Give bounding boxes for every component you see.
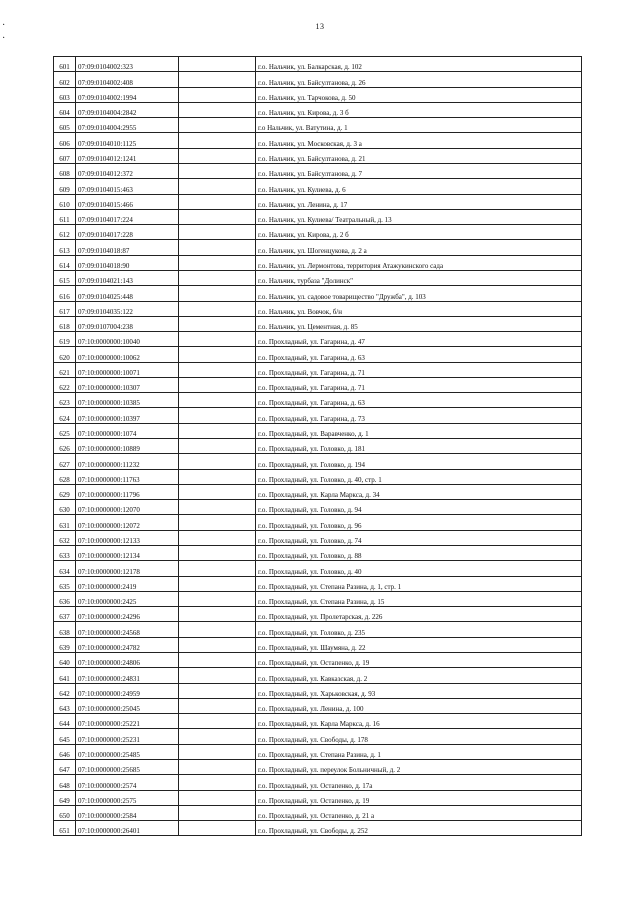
table-row bbox=[54, 546, 582, 561]
table-row bbox=[54, 729, 582, 744]
cadastral-number: 07:10:0000000:11763 bbox=[76, 469, 179, 484]
address: г.о. Нальчик, ул. Вовчок, б/н bbox=[256, 301, 582, 316]
address: г.о. Прохладный, ул. Свободы, д. 252 bbox=[256, 821, 582, 836]
address: г.о. Прохладный, ул. Пролетарская, д. 226 bbox=[256, 607, 582, 622]
cadastral-number: 07:09:0104012:1241 bbox=[76, 148, 179, 163]
table-row bbox=[54, 500, 582, 515]
cadastral-table bbox=[53, 56, 582, 836]
address: г.о. Нальчик, ул. Кирова, д. 2 б bbox=[256, 225, 582, 240]
table-row bbox=[54, 698, 582, 713]
row-number: 650 bbox=[54, 805, 76, 820]
row-number: 601 bbox=[54, 57, 76, 72]
table-row bbox=[54, 622, 582, 637]
table-row bbox=[54, 194, 582, 209]
address: г.о. Нальчик, ул. садовое товарищество "Дружба", д. 103 bbox=[256, 286, 582, 301]
address: г.о. Нальчик, ул. Лермонтова, территория Атажукинского сада bbox=[256, 255, 582, 270]
cadastral-number: 07:09:0104004:2842 bbox=[76, 102, 179, 117]
address: г.о. Прохладный, ул. Варавченко, д. 1 bbox=[256, 423, 582, 438]
cadastral-number: 07:09:0104018:90 bbox=[76, 255, 179, 270]
cadastral-number: 07:10:0000000:24831 bbox=[76, 668, 179, 683]
empty-cell bbox=[179, 759, 256, 774]
cadastral-number: 07:10:0000000:12178 bbox=[76, 561, 179, 576]
table-row bbox=[54, 362, 582, 377]
address: г.о. Прохладный, ул. Головко, д. 194 bbox=[256, 454, 582, 469]
row-number: 627 bbox=[54, 454, 76, 469]
table-row bbox=[54, 759, 582, 774]
empty-cell bbox=[179, 133, 256, 148]
cadastral-number: 07:10:0000000:10385 bbox=[76, 393, 179, 408]
table-row bbox=[54, 637, 582, 652]
address: г.о. Прохладный, ул. Гагарина, д. 71 bbox=[256, 362, 582, 377]
row-number: 640 bbox=[54, 652, 76, 667]
row-number: 648 bbox=[54, 775, 76, 790]
table-row bbox=[54, 87, 582, 102]
row-number: 614 bbox=[54, 255, 76, 270]
cadastral-number: 07:10:0000000:25485 bbox=[76, 744, 179, 759]
table-row bbox=[54, 209, 582, 224]
row-number: 604 bbox=[54, 102, 76, 117]
row-number: 635 bbox=[54, 576, 76, 591]
empty-cell bbox=[179, 225, 256, 240]
address: г.о. Прохладный, ул. Гагарина, д. 63 bbox=[256, 347, 582, 362]
row-number: 649 bbox=[54, 790, 76, 805]
cadastral-number: 07:10:0000000:2575 bbox=[76, 790, 179, 805]
address: г.о. Прохладный, ул. Остапенко, д. 21 а bbox=[256, 805, 582, 820]
address: г.о. Нальчик, ул. Цементная, д. 85 bbox=[256, 316, 582, 331]
address: г.о. Нальчик, ул. Кулиева/ Театральный, д. 13 bbox=[256, 209, 582, 224]
table-row bbox=[54, 163, 582, 178]
cadastral-number: 07:10:0000000:2574 bbox=[76, 775, 179, 790]
empty-cell bbox=[179, 148, 256, 163]
table-row bbox=[54, 408, 582, 423]
empty-cell bbox=[179, 301, 256, 316]
address: г.о. Прохладный, ул. Головко, д. 40 bbox=[256, 561, 582, 576]
empty-cell bbox=[179, 240, 256, 255]
address: г.о. Прохладный, ул. Степана Разина, д. 15 bbox=[256, 591, 582, 606]
cadastral-number: 07:10:0000000:11232 bbox=[76, 454, 179, 469]
address: г.о. Нальчик, ул. Кулиева, д. 6 bbox=[256, 179, 582, 194]
row-number: 630 bbox=[54, 500, 76, 515]
row-number: 608 bbox=[54, 163, 76, 178]
table-row bbox=[54, 102, 582, 117]
empty-cell bbox=[179, 393, 256, 408]
margin-mark-bottom: · bbox=[2, 33, 6, 44]
empty-cell bbox=[179, 530, 256, 545]
empty-cell bbox=[179, 729, 256, 744]
cadastral-number: 07:09:0104035:122 bbox=[76, 301, 179, 316]
cadastral-number: 07:09:0104018:87 bbox=[76, 240, 179, 255]
empty-cell bbox=[179, 607, 256, 622]
table-row bbox=[54, 270, 582, 285]
row-number: 603 bbox=[54, 87, 76, 102]
cadastral-number: 07:10:0000000:26401 bbox=[76, 821, 179, 836]
empty-cell bbox=[179, 423, 256, 438]
empty-cell bbox=[179, 821, 256, 836]
empty-cell bbox=[179, 332, 256, 347]
address: г.о. Прохладный, ул. Остапенко, д. 19 bbox=[256, 652, 582, 667]
row-number: 623 bbox=[54, 393, 76, 408]
cadastral-number: 07:10:0000000:11796 bbox=[76, 484, 179, 499]
cadastral-number: 07:09:0104025:448 bbox=[76, 286, 179, 301]
address: г.о. Нальчик, ул. Шогенцукова, д. 2 а bbox=[256, 240, 582, 255]
table-row bbox=[54, 148, 582, 163]
row-number: 637 bbox=[54, 607, 76, 622]
table-row bbox=[54, 286, 582, 301]
table-row bbox=[54, 790, 582, 805]
row-number: 602 bbox=[54, 72, 76, 87]
cadastral-number: 07:10:0000000:25231 bbox=[76, 729, 179, 744]
address: г.о. Прохладный, ул. Степана Разина, д. 1 bbox=[256, 744, 582, 759]
cadastral-number: 07:10:0000000:2419 bbox=[76, 576, 179, 591]
address: г.о. Прохладный, ул. Ленина, д. 100 bbox=[256, 698, 582, 713]
page-number: 13 bbox=[315, 22, 325, 31]
address: г.о. Прохладный, ул. Головко, д. 88 bbox=[256, 546, 582, 561]
address: г.о. Прохладный, ул. Кавказская, д. 2 bbox=[256, 668, 582, 683]
cadastral-number: 07:09:0104015:463 bbox=[76, 179, 179, 194]
table-row bbox=[54, 72, 582, 87]
empty-cell bbox=[179, 347, 256, 362]
row-number: 643 bbox=[54, 698, 76, 713]
row-number: 636 bbox=[54, 591, 76, 606]
cadastral-number: 07:10:0000000:10062 bbox=[76, 347, 179, 362]
cadastral-number: 07:10:0000000:25221 bbox=[76, 714, 179, 729]
address: г.о. Прохладный, ул. Шаумяна, д. 22 bbox=[256, 637, 582, 652]
cadastral-number: 07:10:0000000:10307 bbox=[76, 377, 179, 392]
row-number: 607 bbox=[54, 148, 76, 163]
table-row bbox=[54, 133, 582, 148]
row-number: 610 bbox=[54, 194, 76, 209]
row-number: 613 bbox=[54, 240, 76, 255]
cadastral-number: 07:09:0104002:323 bbox=[76, 57, 179, 72]
empty-cell bbox=[179, 668, 256, 683]
address: г.о. Нальчик, ул. Байсултанова, д. 7 bbox=[256, 163, 582, 178]
cadastral-number: 07:09:0104002:1994 bbox=[76, 87, 179, 102]
cadastral-number: 07:10:0000000:2425 bbox=[76, 591, 179, 606]
row-number: 645 bbox=[54, 729, 76, 744]
empty-cell bbox=[179, 652, 256, 667]
address: г.о. Прохладный, ул. Гагарина, д. 71 bbox=[256, 377, 582, 392]
cadastral-number: 07:10:0000000:25045 bbox=[76, 698, 179, 713]
table-row bbox=[54, 821, 582, 836]
empty-cell bbox=[179, 484, 256, 499]
table-row bbox=[54, 57, 582, 72]
row-number: 618 bbox=[54, 316, 76, 331]
cadastral-number: 07:10:0000000:24568 bbox=[76, 622, 179, 637]
row-number: 646 bbox=[54, 744, 76, 759]
cadastral-number: 07:10:0000000:12070 bbox=[76, 500, 179, 515]
empty-cell bbox=[179, 576, 256, 591]
empty-cell bbox=[179, 561, 256, 576]
table-row bbox=[54, 118, 582, 133]
empty-cell bbox=[179, 316, 256, 331]
empty-cell bbox=[179, 72, 256, 87]
empty-cell bbox=[179, 515, 256, 530]
row-number: 651 bbox=[54, 821, 76, 836]
cadastral-number: 07:09:0107004:238 bbox=[76, 316, 179, 331]
empty-cell bbox=[179, 683, 256, 698]
empty-cell bbox=[179, 209, 256, 224]
cadastral-number: 07:10:0000000:25685 bbox=[76, 759, 179, 774]
table-row bbox=[54, 439, 582, 454]
table-row bbox=[54, 668, 582, 683]
address: г.о. Прохладный, ул. Гагарина, д. 47 bbox=[256, 332, 582, 347]
address: г.о. Прохладный, ул. Остапенко, д. 17а bbox=[256, 775, 582, 790]
table-row bbox=[54, 683, 582, 698]
empty-cell bbox=[179, 622, 256, 637]
table-row bbox=[54, 714, 582, 729]
empty-cell bbox=[179, 179, 256, 194]
empty-cell bbox=[179, 118, 256, 133]
address: г.о. Прохладный, ул. Карла Маркса, д. 16 bbox=[256, 714, 582, 729]
table-row bbox=[54, 377, 582, 392]
address: г.о. Прохладный, ул. Головко, д. 74 bbox=[256, 530, 582, 545]
address: г.о. Нальчик, ул. Байсултанова, д. 26 bbox=[256, 72, 582, 87]
table-row bbox=[54, 515, 582, 530]
cadastral-number: 07:10:0000000:12072 bbox=[76, 515, 179, 530]
address: г.о. Прохладный, ул. Гагарина, д. 73 bbox=[256, 408, 582, 423]
row-number: 611 bbox=[54, 209, 76, 224]
address: г.о. Прохладный, ул. переулок Больничный, д. 2 bbox=[256, 759, 582, 774]
address: г.о. Прохладный, ул. Харьковская, д. 93 bbox=[256, 683, 582, 698]
address: г.о. Прохладный, ул. Гагарина, д. 63 bbox=[256, 393, 582, 408]
row-number: 629 bbox=[54, 484, 76, 499]
table-row bbox=[54, 301, 582, 316]
row-number: 617 bbox=[54, 301, 76, 316]
row-number: 633 bbox=[54, 546, 76, 561]
address: г.о. Нальчик, ул. Байсултанова, д. 21 bbox=[256, 148, 582, 163]
table-row bbox=[54, 469, 582, 484]
table-row bbox=[54, 576, 582, 591]
margin-mark-top: · bbox=[2, 20, 6, 31]
address: г.о. Нальчик, ул. Ленина, д. 17 bbox=[256, 194, 582, 209]
cadastral-number: 07:10:0000000:24806 bbox=[76, 652, 179, 667]
empty-cell bbox=[179, 163, 256, 178]
address: г.о. Прохладный, ул. Головко, д. 40, стр. 1 bbox=[256, 469, 582, 484]
cadastral-number: 07:10:0000000:10071 bbox=[76, 362, 179, 377]
empty-cell bbox=[179, 255, 256, 270]
address: г.о. Прохладный, ул. Головко, д. 235 bbox=[256, 622, 582, 637]
cadastral-number: 07:10:0000000:12133 bbox=[76, 530, 179, 545]
empty-cell bbox=[179, 87, 256, 102]
cadastral-number: 07:09:0104017:224 bbox=[76, 209, 179, 224]
address: г.о. Нальчик, ул. Московская, д. 3 а bbox=[256, 133, 582, 148]
cadastral-number: 07:09:0104010:1125 bbox=[76, 133, 179, 148]
cadastral-number: 07:09:0104021:143 bbox=[76, 270, 179, 285]
empty-cell bbox=[179, 805, 256, 820]
address: г.о. Нальчик, ул. Кирова, д. 3 б bbox=[256, 102, 582, 117]
cadastral-number: 07:09:0104015:466 bbox=[76, 194, 179, 209]
row-number: 634 bbox=[54, 561, 76, 576]
row-number: 619 bbox=[54, 332, 76, 347]
table-row bbox=[54, 454, 582, 469]
table-row bbox=[54, 484, 582, 499]
table-row bbox=[54, 225, 582, 240]
row-number: 624 bbox=[54, 408, 76, 423]
empty-cell bbox=[179, 546, 256, 561]
empty-cell bbox=[179, 362, 256, 377]
address: г.о. Прохладный, ул. Карла Маркса, д. 34 bbox=[256, 484, 582, 499]
table-row bbox=[54, 423, 582, 438]
row-number: 612 bbox=[54, 225, 76, 240]
row-number: 626 bbox=[54, 439, 76, 454]
empty-cell bbox=[179, 500, 256, 515]
table-row bbox=[54, 347, 582, 362]
empty-cell bbox=[179, 790, 256, 805]
address: г.о. Прохладный, ул. Головко, д. 96 bbox=[256, 515, 582, 530]
empty-cell bbox=[179, 270, 256, 285]
row-number: 632 bbox=[54, 530, 76, 545]
row-number: 639 bbox=[54, 637, 76, 652]
cadastral-number: 07:10:0000000:24782 bbox=[76, 637, 179, 652]
row-number: 622 bbox=[54, 377, 76, 392]
address: г.о Нальчик, ул. Ватутина, д. 1 bbox=[256, 118, 582, 133]
cadastral-number: 07:10:0000000:2584 bbox=[76, 805, 179, 820]
row-number: 642 bbox=[54, 683, 76, 698]
row-number: 625 bbox=[54, 423, 76, 438]
table-row bbox=[54, 332, 582, 347]
row-number: 628 bbox=[54, 469, 76, 484]
cadastral-number: 07:10:0000000:24296 bbox=[76, 607, 179, 622]
empty-cell bbox=[179, 286, 256, 301]
table-row bbox=[54, 530, 582, 545]
table-row bbox=[54, 775, 582, 790]
empty-cell bbox=[179, 714, 256, 729]
row-number: 641 bbox=[54, 668, 76, 683]
cadastral-number: 07:09:0104002:408 bbox=[76, 72, 179, 87]
row-number: 638 bbox=[54, 622, 76, 637]
empty-cell bbox=[179, 454, 256, 469]
address: г.о. Прохладный, ул. Свободы, д. 178 bbox=[256, 729, 582, 744]
row-number: 616 bbox=[54, 286, 76, 301]
cadastral-number: 07:10:0000000:12134 bbox=[76, 546, 179, 561]
row-number: 609 bbox=[54, 179, 76, 194]
address: г.о. Нальчик, ул. Тарчокова, д. 50 bbox=[256, 87, 582, 102]
empty-cell bbox=[179, 57, 256, 72]
address: г.о. Прохладный, ул. Головко, д. 181 bbox=[256, 439, 582, 454]
row-number: 644 bbox=[54, 714, 76, 729]
cadastral-number: 07:10:0000000:24959 bbox=[76, 683, 179, 698]
cadastral-number: 07:09:0104004:2955 bbox=[76, 118, 179, 133]
table-row bbox=[54, 652, 582, 667]
address: г.о. Прохладный, ул. Степана Разина, д. 1, стр. 1 bbox=[256, 576, 582, 591]
row-number: 620 bbox=[54, 347, 76, 362]
row-number: 606 bbox=[54, 133, 76, 148]
table-row bbox=[54, 179, 582, 194]
empty-cell bbox=[179, 377, 256, 392]
table-row bbox=[54, 255, 582, 270]
cadastral-number: 07:10:0000000:10889 bbox=[76, 439, 179, 454]
empty-cell bbox=[179, 469, 256, 484]
empty-cell bbox=[179, 408, 256, 423]
empty-cell bbox=[179, 744, 256, 759]
table-row bbox=[54, 240, 582, 255]
empty-cell bbox=[179, 439, 256, 454]
empty-cell bbox=[179, 637, 256, 652]
row-number: 631 bbox=[54, 515, 76, 530]
empty-cell bbox=[179, 194, 256, 209]
empty-cell bbox=[179, 591, 256, 606]
table-row bbox=[54, 607, 582, 622]
row-number: 615 bbox=[54, 270, 76, 285]
cadastral-number: 07:09:0104012:372 bbox=[76, 163, 179, 178]
address: г.о. Нальчик, ул. Балкарская, д. 102 bbox=[256, 57, 582, 72]
table-row bbox=[54, 393, 582, 408]
cadastral-number: 07:09:0104017:228 bbox=[76, 225, 179, 240]
cadastral-number: 07:10:0000000:10397 bbox=[76, 408, 179, 423]
table-row bbox=[54, 561, 582, 576]
row-number: 605 bbox=[54, 118, 76, 133]
address: г.о. Нальчик, турбаза "Долинск" bbox=[256, 270, 582, 285]
table-row bbox=[54, 744, 582, 759]
row-number: 647 bbox=[54, 759, 76, 774]
address: г.о. Прохладный, ул. Головко, д. 94 bbox=[256, 500, 582, 515]
address: г.о. Прохладный, ул. Остапенко, д. 19 bbox=[256, 790, 582, 805]
table-row bbox=[54, 591, 582, 606]
empty-cell bbox=[179, 102, 256, 117]
empty-cell bbox=[179, 775, 256, 790]
empty-cell bbox=[179, 698, 256, 713]
cadastral-number: 07:10:0000000:10040 bbox=[76, 332, 179, 347]
row-number: 621 bbox=[54, 362, 76, 377]
table-row bbox=[54, 805, 582, 820]
cadastral-number: 07:10:0000000:1074 bbox=[76, 423, 179, 438]
table-row bbox=[54, 316, 582, 331]
